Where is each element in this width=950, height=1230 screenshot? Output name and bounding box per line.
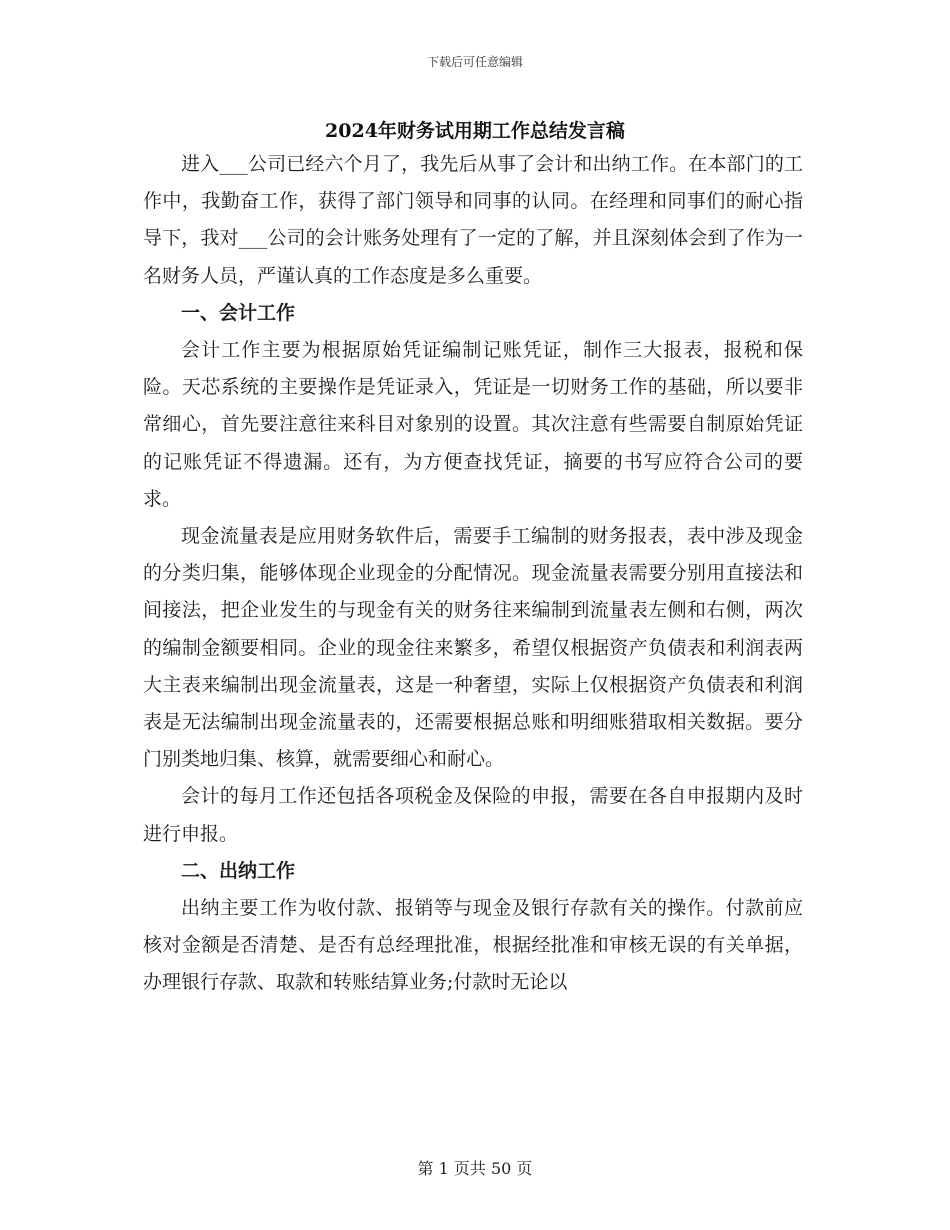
paragraph: 会计工作主要为根据原始凭证编制记账凭证，制作三大报表，报税和保险。天芯系统的主要操作是凭证录入，凭证是一切财务工作的基础，所以要非常细心，首先要注意往来科目对象别的设置。其次注意有些需要自制原始凭证的记账凭证不得遗漏。还有，为方便查找凭证，摘要的书写应符合公司的要求。 <box>143 339 803 510</box>
paragraph: 会计的每月工作还包括各项税金及保险的申报，需要在各自申报期内及时进行申报。 <box>143 785 803 845</box>
section-heading-cashier: 二、出纳工作 <box>181 859 296 882</box>
page-header-note: 下载后可任意编辑 <box>426 55 523 69</box>
paragraph: 出纳主要工作为收付款、报销等与现金及银行存款有关的操作。付款前应核对金额是否清楚、是否有总经理批准，根据经批准和审核无误的有关单据，办理银行存款、取款和转账结算业务;付款时无论以 <box>143 897 803 994</box>
intro-paragraph: 进入___公司已经六个月了，我先后从事了会计和出纳工作。在本部门的工作中，我勤奋工作，获得了部门领导和同事的认同。在经理和同事们的耐心指导下，我对___公司的会计账务处理有了一定的了解，并且深刻体会到了作为一名财务人员，严谨认真的工作态度是多么重要。 <box>143 153 803 287</box>
section-heading-accounting: 一、会计工作 <box>181 301 296 324</box>
document-title: 2024年财务试用期工作总结发言稿 <box>325 120 625 142</box>
document-body <box>143 146 803 1002</box>
paragraph: 现金流量表是应用财务软件后，需要手工编制的财务报表，表中涉及现金的分类归集，能够体现企业现金的分配情况。现金流量表需要分别用直接法和间接法，把企业发生的与现金有关的财务往来编制到流量表左侧和右侧，两次的编制金额要相同。企业的现金往来繁多，希望仅根据资产负债表和利润表两大主表来编制出现金流量表，这是一种奢望，实际上仅根据资产负债表和利润表是无法编制出现金流量表的，还需要根据总账和明细账猎取相关数据。要分门别类地归集、核算，就需要细心和耐心。 <box>143 525 803 771</box>
page-number: 第 1 页共 50 页 <box>417 1159 533 1178</box>
